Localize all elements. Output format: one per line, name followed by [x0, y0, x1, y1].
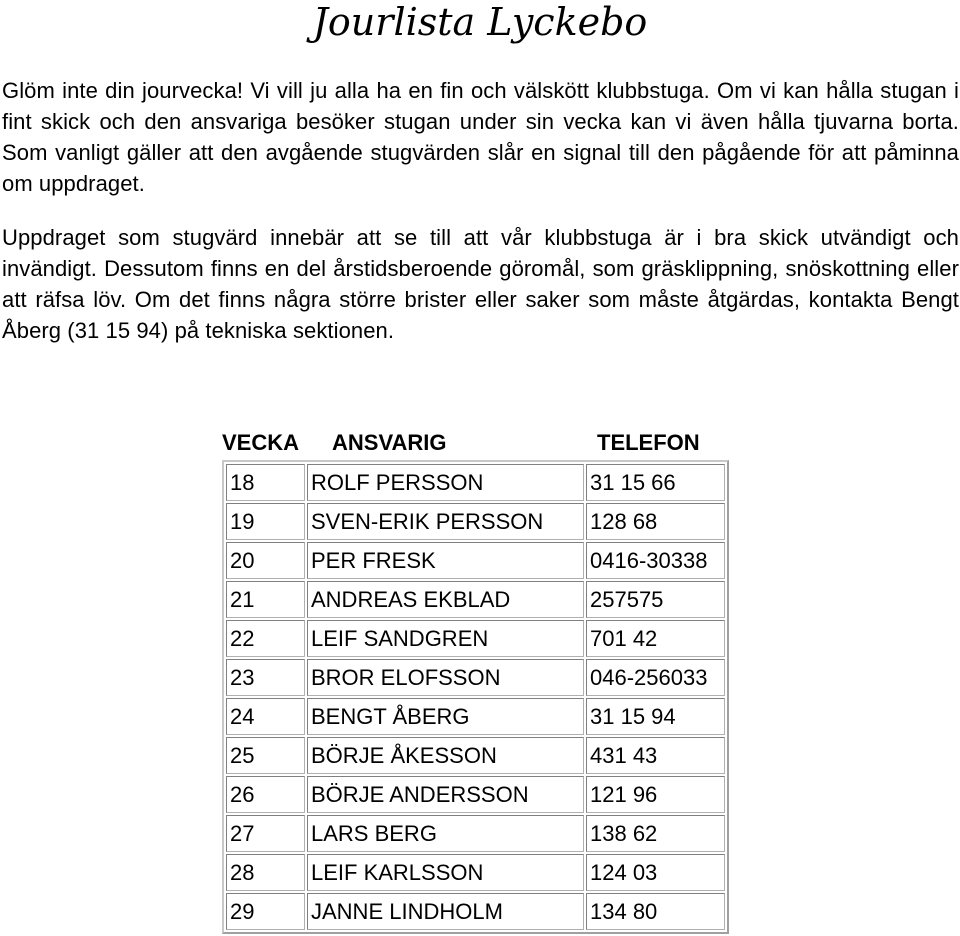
- header-vecka: VECKA: [222, 430, 300, 455]
- responsible-cell: BÖRJE ANDERSSON: [307, 776, 584, 813]
- week-cell: 29: [226, 893, 305, 930]
- responsible-cell: LEIF KARLSSON: [307, 854, 584, 891]
- intro-paragraph: Glöm inte din jourvecka! Vi vill ju alla ha en fin och välskött klubbstuga. Om vi kan hålla stugan i fint skick och den ansvariga besöker stugan under sin vecka kan vi även hålla tjuvarna borta. Som vanligt gäller att den avgående stugvärden slår en signal till den pågående för att påminna om uppdraget.: [2, 78, 959, 196]
- phone-cell: 121 96: [586, 776, 725, 813]
- phone-cell: 257575: [586, 581, 725, 618]
- table-header-row: [0, 427, 960, 457]
- phone-cell: 124 03: [586, 854, 725, 891]
- week-cell: 28: [226, 854, 305, 891]
- week-cell: 22: [226, 620, 305, 657]
- table-row: [226, 659, 725, 696]
- week-cell: 19: [226, 503, 305, 540]
- responsible-cell: JANNE LINDHOLM: [307, 893, 584, 930]
- responsible-cell: LARS BERG: [307, 815, 584, 852]
- table-row: [226, 698, 725, 735]
- phone-cell: 128 68: [586, 503, 725, 540]
- phone-cell: 138 62: [586, 815, 725, 852]
- table-row: [226, 893, 725, 930]
- week-cell: 21: [226, 581, 305, 618]
- responsible-cell: ANDREAS EKBLAD: [307, 581, 584, 618]
- responsible-cell: BENGT ÅBERG: [307, 698, 584, 735]
- phone-cell: 046-256033: [586, 659, 725, 696]
- responsible-cell: SVEN-ERIK PERSSON: [307, 503, 584, 540]
- phone-cell: 431 43: [586, 737, 725, 774]
- week-cell: 27: [226, 815, 305, 852]
- responsible-cell: LEIF SANDGREN: [307, 620, 584, 657]
- table-row: [226, 776, 725, 813]
- roster-body: [226, 464, 725, 930]
- header-telefon: TELEFON: [597, 430, 700, 455]
- phone-cell: 701 42: [586, 620, 725, 657]
- phone-cell: 31 15 66: [586, 464, 725, 501]
- week-cell: 25: [226, 737, 305, 774]
- table-row: [226, 581, 725, 618]
- table-row: [226, 620, 725, 657]
- responsible-cell: BÖRJE ÅKESSON: [307, 737, 584, 774]
- week-cell: 26: [226, 776, 305, 813]
- phone-cell: 31 15 94: [586, 698, 725, 735]
- week-cell: 20: [226, 542, 305, 579]
- phone-cell: 0416-30338: [586, 542, 725, 579]
- table-row: [226, 854, 725, 891]
- duty-description-paragraph: Uppdraget som stugvärd innebär att se till att vår klubbstuga är i bra skick utvändigt och invändigt. Dessutom finns en del årstidsberoende göromål, som gräsklippning, snöskottning eller att räfsa löv. Om det finns några större brister eller saker som måste åtgärdas, kontakta Bengt Åberg (31 15 94) på tekniska sektionen.: [2, 225, 959, 343]
- table-row: [226, 542, 725, 579]
- header-ansvarig: ANSVARIG: [332, 430, 447, 455]
- duty-roster-table: [222, 460, 729, 934]
- week-cell: 24: [226, 698, 305, 735]
- table-row: [226, 737, 725, 774]
- responsible-cell: ROLF PERSSON: [307, 464, 584, 501]
- table-row: [226, 815, 725, 852]
- week-cell: 18: [226, 464, 305, 501]
- table-row: [226, 464, 725, 501]
- table-row: [226, 503, 725, 540]
- responsible-cell: PER FRESK: [307, 542, 584, 579]
- week-cell: 23: [226, 659, 305, 696]
- page-title: Jourlista Lyckebo: [312, 0, 648, 44]
- phone-cell: 134 80: [586, 893, 725, 930]
- responsible-cell: BROR ELOFSSON: [307, 659, 584, 696]
